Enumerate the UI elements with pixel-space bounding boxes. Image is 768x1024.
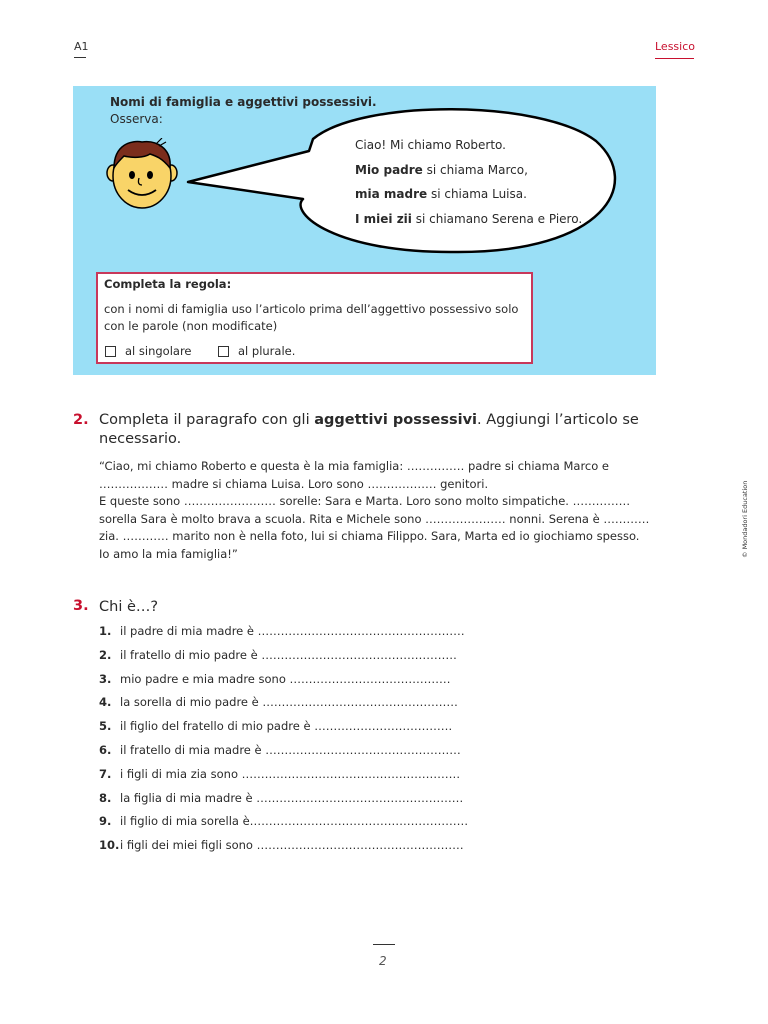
list-item-text[interactable]: i figli dei miei figli sono ……………………………………………… [120,838,464,853]
speech-line-2 [355,158,582,183]
list-item-text[interactable]: il fratello di mio padre è …………………………………………… [120,647,457,662]
question-list [99,624,468,862]
exercise-2-title-bold: aggettivi possessivi [314,412,477,428]
section-underline [655,58,694,59]
speech-line-3 [355,182,582,207]
speech-line-4 [355,207,582,232]
rule-box [96,272,533,364]
level-label: A1 [74,40,89,53]
exercise-2-title-start: Completa il paragrafo con gli [99,412,315,428]
level-underline [74,57,86,58]
list-item [99,672,468,696]
list-item-text[interactable]: la sorella di mio padre è …………………………………………… [120,695,458,710]
exercise-2-title-end: . Aggiungi l’articolo se necessario. [99,412,639,447]
rule-option-singular[interactable] [105,344,192,358]
list-item [99,695,468,719]
page-number: 2 [379,954,387,968]
rule-option-singular-label: al singolare [125,344,192,358]
list-item-text[interactable]: i figli di mia zia sono ………………………………………………… [120,766,461,781]
list-item-number: 3. [99,671,112,686]
list-item-number: 9. [99,814,112,829]
list-item [99,624,468,648]
speech-line-1: Ciao! Mi chiamo Roberto. [355,138,506,152]
list-item-number: 10. [99,838,120,853]
list-item [99,814,468,838]
list-item-text[interactable]: il figlio del fratello di mio padre è ……………………………… [120,719,453,734]
list-item-number: 1. [99,624,112,638]
list-item [99,743,468,767]
list-item-number: 2. [99,647,112,662]
speech-line-2-bold: Mio padre [355,162,423,177]
grammar-box-title: Nomi di famiglia e aggettivi possessivi. [110,95,377,109]
exercise-3-number: 3. [73,598,89,614]
exercise-2-title [99,411,669,449]
list-item [99,838,468,862]
list-item-number: 5. [99,719,112,734]
grammar-box-subtitle: Osserva: [110,112,163,126]
rule-option-plural-label: al plurale. [238,344,296,358]
copyright-text: © Mondadori Education [741,480,749,558]
list-item-number: 7. [99,766,112,781]
rule-title: Completa la regola: [104,277,232,291]
checkbox-singular[interactable] [105,346,116,357]
checkbox-plural[interactable] [218,346,229,357]
rule-option-plural[interactable] [218,344,295,358]
footer-line [373,944,395,945]
list-item [99,767,468,791]
list-item [99,791,468,815]
list-item-text[interactable]: mio padre e mia madre sono …………………………………… [120,671,451,686]
speech-line-3-rest: si chiama Luisa. [427,187,527,201]
list-item-text[interactable]: la figlia di mia madre è ……………………………………………… [120,790,464,805]
rule-text: con i nomi di famiglia uso l’articolo prima dell’aggettivo possessivo solo con le parole (non modificate) [104,302,519,333]
exercise-3-title: Chi è…? [99,599,159,615]
speech-line-4-bold: I miei zii [355,211,412,226]
section-label: Lessico [655,40,695,53]
list-item [99,719,468,743]
list-item-number: 6. [99,742,112,757]
speech-line-4-rest: si chiamano Serena e Piero. [411,211,583,226]
speech-line-3-bold: mia madre [355,187,428,201]
exercise-2-number: 2. [73,412,89,428]
list-item-number: 8. [99,790,112,805]
list-item-text[interactable]: il figlio di mia sorella è………………………………………………… [120,814,469,829]
list-item-text[interactable]: il padre di mia madre è ……………………………………………… [120,624,465,638]
speech-text [355,133,582,231]
list-item-text[interactable]: il fratello di mia madre è …………………………………………… [120,742,461,757]
speech-line-2-rest: si chiama Marco, [422,162,528,177]
boy-face-icon [106,138,178,212]
exercise-2-paragraph: “Ciao, mi chiamo Roberto e questa è la mia famiglia: …………… padre si chiama Marco e ……………… madre si chiama Luisa. Loro sono ……………… genitori. E queste sono …………………… sorelle: Sara e Marta. Loro sono molto simpatiche. …………… sorella Sara è molto brava a scuola. Rita e Michele sono ………………… nonni. Serena è ………… zia. ………… marito non è nella foto, lui si chiama Filippo. Sara, Marta ed io giochiamo spesso. Io amo la mia famiglia!” [99,459,650,561]
list-item-number: 4. [99,695,112,710]
list-item [99,648,468,672]
